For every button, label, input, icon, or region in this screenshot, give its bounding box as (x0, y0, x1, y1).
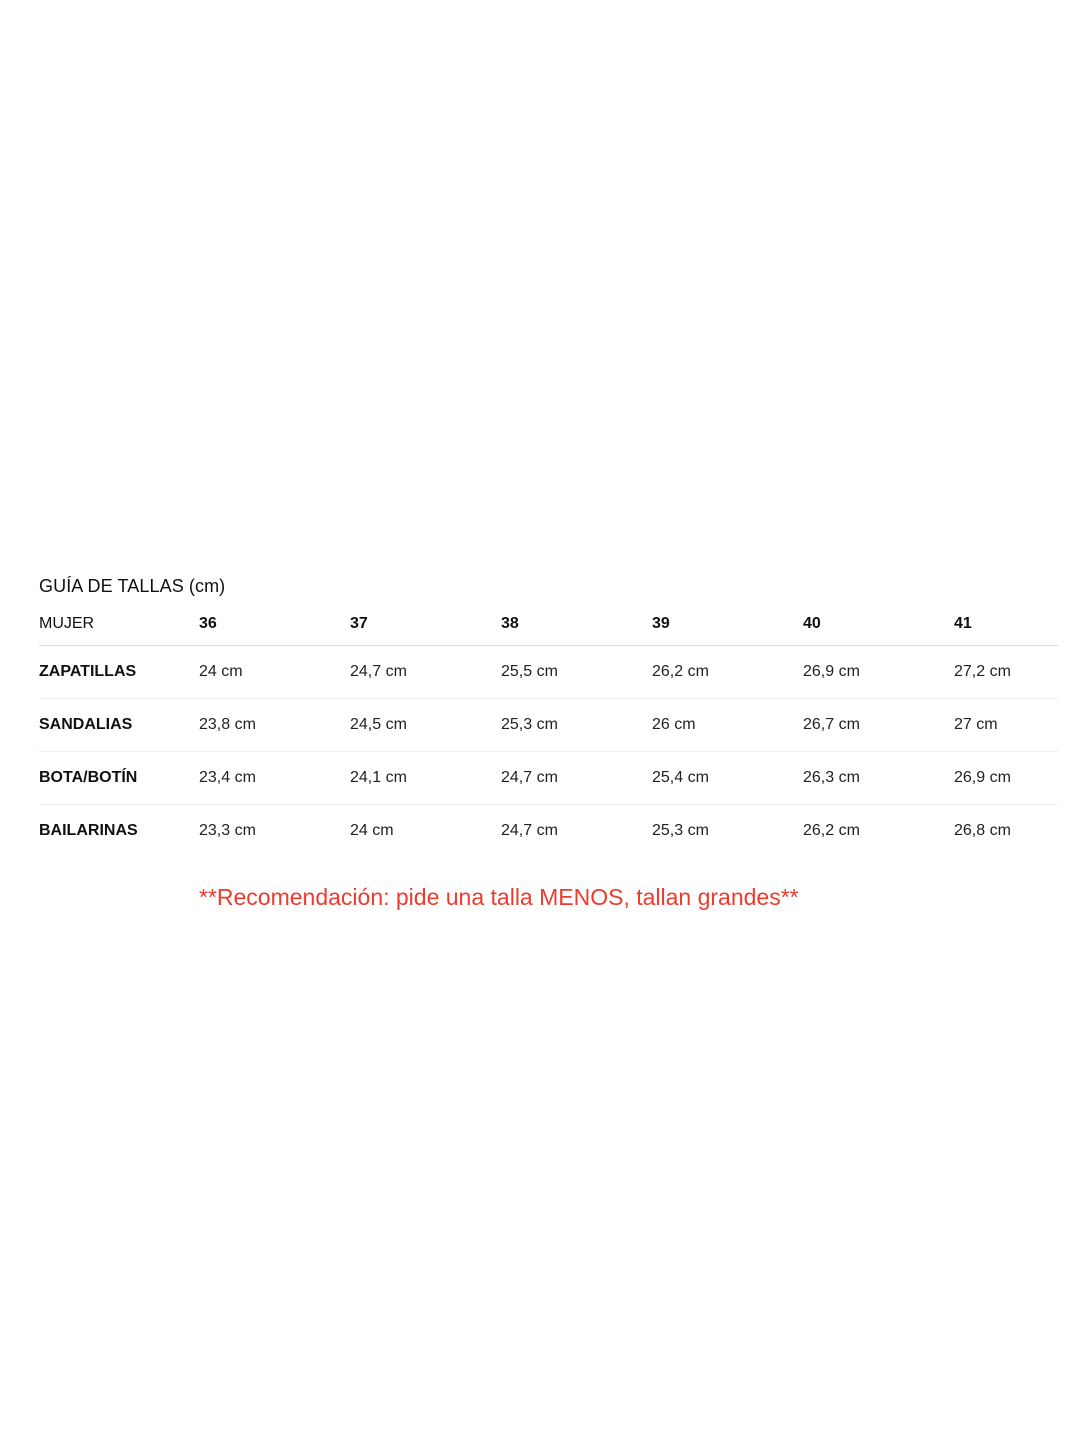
table-cell: 24,5 cm (350, 699, 501, 752)
table-cell: 26,7 cm (803, 699, 954, 752)
size-guide-title: GUÍA DE TALLAS (cm) (39, 576, 226, 596)
header-size: 39 (652, 613, 803, 646)
header-size: 37 (350, 613, 501, 646)
row-label: BOTA/BOTÍN (39, 752, 199, 805)
size-guide (39, 573, 1056, 857)
table-cell: 26,8 cm (954, 822, 1011, 839)
table-cell: 27 cm (954, 699, 1058, 752)
table-cell: 24,7 cm (501, 752, 652, 805)
table-cell: 25,3 cm (652, 822, 709, 839)
table-cell: 23,3 cm (199, 822, 256, 839)
header-size: 36 (199, 613, 350, 646)
header-size: 40 (803, 613, 954, 646)
row-label: ZAPATILLAS (39, 646, 199, 699)
table-cell: 24 cm (350, 822, 394, 839)
table-cell: 24,7 cm (350, 646, 501, 699)
table-cell: 25,5 cm (501, 646, 652, 699)
table-cell: 26,9 cm (954, 752, 1058, 805)
table-cell: 26,2 cm (803, 822, 860, 839)
table-cell: 23,4 cm (199, 752, 350, 805)
table-cell: 24 cm (199, 646, 350, 699)
row-label: SANDALIAS (39, 699, 199, 752)
table-row (39, 752, 1058, 805)
table-cell: 26,3 cm (803, 752, 954, 805)
table-row (39, 646, 1058, 699)
header-size: 38 (501, 613, 652, 646)
size-table (39, 613, 1058, 857)
table-cell: 26,2 cm (652, 646, 803, 699)
table-row (39, 805, 1058, 858)
header-label: MUJER (39, 613, 199, 646)
table-cell: 25,4 cm (652, 752, 803, 805)
header-size: 41 (954, 613, 1058, 646)
table-header-row (39, 613, 1058, 646)
table-cell: 24,1 cm (350, 752, 501, 805)
table-cell: 23,8 cm (199, 699, 350, 752)
table-cell: 24,7 cm (501, 822, 558, 839)
table-cell: 26 cm (652, 699, 803, 752)
row-label: BAILARINAS (39, 822, 138, 839)
sizing-recommendation-note: **Recomendación: pide una talla MENOS, tallan grandes** (199, 884, 799, 910)
table-row (39, 699, 1058, 752)
table-cell: 27,2 cm (954, 646, 1058, 699)
table-cell: 26,9 cm (803, 646, 954, 699)
table-cell: 25,3 cm (501, 699, 652, 752)
